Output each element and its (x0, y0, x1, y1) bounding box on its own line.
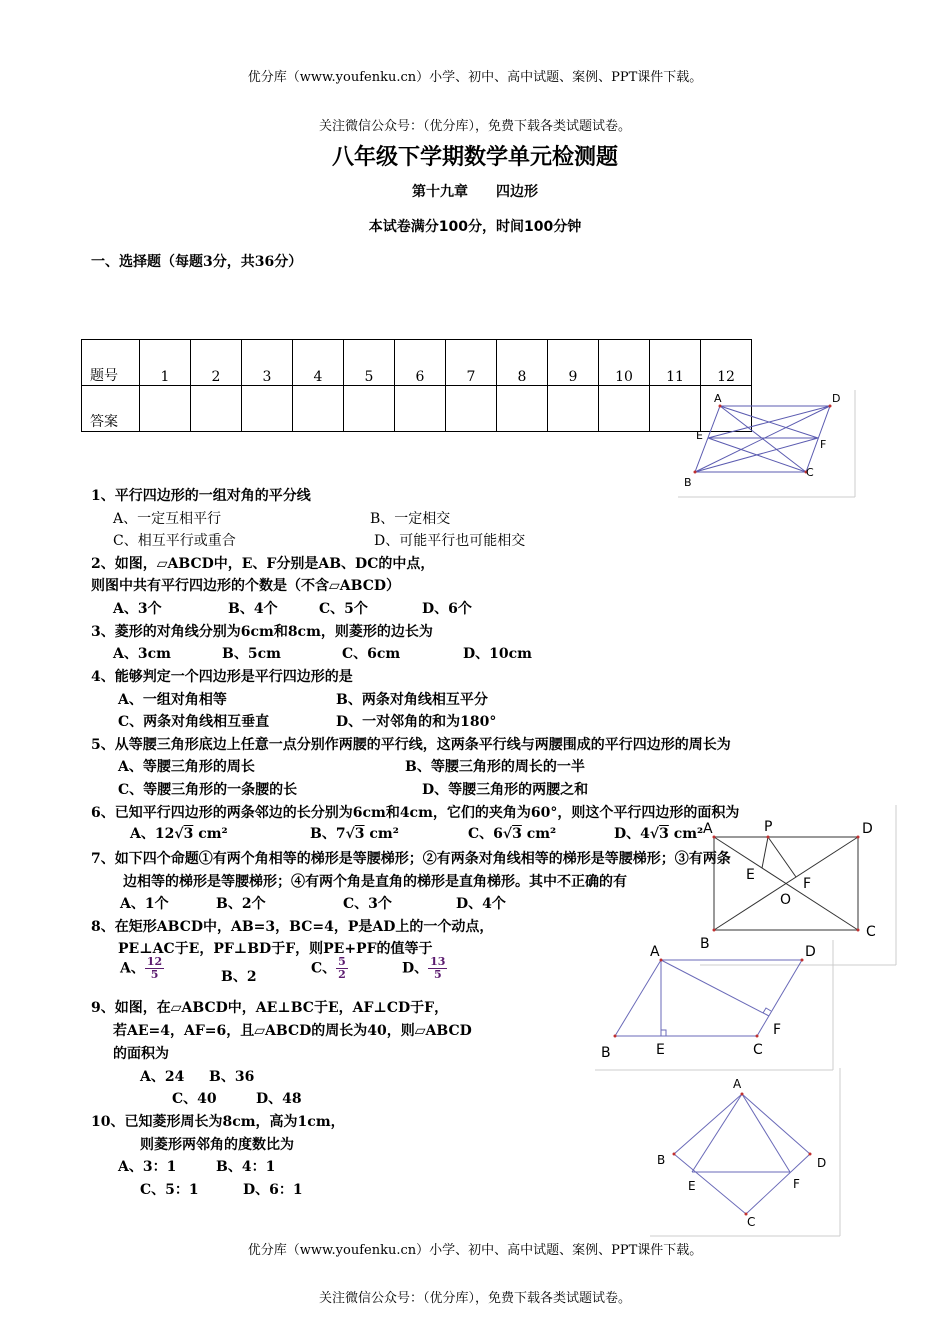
answer-cell[interactable] (599, 386, 650, 432)
q5-option-c: C、等腰三角形的一条腰的长 (118, 782, 298, 798)
q10-option-d: D、6：1 (243, 1182, 303, 1198)
q4-option-c: C、两条对角线相互垂直 (118, 714, 270, 730)
q8-option-a (120, 956, 164, 981)
q6-b-unit: cm² (369, 826, 399, 842)
label-f: F (803, 876, 812, 892)
q4-option-b: B、两条对角线相互平分 (336, 692, 488, 708)
footer-line-1: 优分库（www.youfenku.cn）小学、初中、高中试题、案例、PPT课件下载。 (247, 1243, 703, 1258)
label-b: B (657, 1153, 666, 1167)
q9-option-d: D、48 (256, 1091, 302, 1107)
q9-option-b: B、36 (209, 1069, 255, 1085)
answer-cell[interactable] (191, 386, 242, 432)
q3-option-a: A、3cm (113, 646, 171, 662)
header-line-1: 优分库（www.youfenku.cn）小学、初中、高中试题、案例、PPT课件下载。 (247, 70, 703, 85)
label-e: E (696, 429, 703, 442)
question-8-stem-1: 8、在矩形ABCD中，AB=3，BC=4，P是AD上的一个动点， (91, 919, 494, 935)
q6-b-prefix: B、7 (310, 826, 346, 842)
label-f: F (773, 1022, 782, 1038)
question-9-stem-3: 的面积为 (113, 1046, 169, 1062)
label-o: O (780, 892, 792, 908)
label-b: B (700, 936, 710, 952)
label-a: A (650, 944, 660, 960)
q6-a-prefix: A、12 (130, 826, 175, 842)
answer-cell[interactable] (395, 386, 446, 432)
label-f: F (820, 438, 827, 451)
q8-d-num: 13 (430, 955, 446, 968)
q8-c-num: 5 (338, 955, 346, 968)
question-number: 6 (395, 340, 446, 386)
q9-option-a: A、24 (140, 1069, 185, 1085)
q6-option-d: D、4√3 cm² (614, 826, 704, 842)
exam-info: 本试卷满分100分，时间100分钟 (368, 219, 582, 235)
q6-a-unit: cm² (198, 826, 228, 842)
label-a: A (703, 821, 713, 837)
question-2-stem-2: 则图中共有平行四边形的个数是（不含▱ABCD） (91, 578, 401, 594)
question-5-stem: 5、从等腰三角形底边上任意一点分别作两腰的平行线，这两条平行线与两腰围成的平行四边形的周长为 (91, 737, 731, 753)
label-d: D (832, 392, 841, 405)
question-1-stem: 1、平行四边形的一组对角的平分线 (91, 488, 311, 504)
q8-a-fraction (145, 956, 164, 981)
question-9-stem-2: 若AE=4，AF=6，且▱ABCD的周长为40，则▱ABCD (113, 1023, 472, 1039)
q4-option-d: D、一对邻角的和为180° (336, 714, 497, 730)
table-row (82, 386, 752, 432)
question-number: 7 (446, 340, 497, 386)
q1-option-d: D、可能平行也可能相交 (374, 533, 526, 549)
question-4-stem: 4、能够判定一个四边形是平行四边形的是 (91, 669, 353, 685)
q1-option-a: A、一定互相平行 (113, 511, 222, 527)
q8-c-prefix: C、 (311, 960, 337, 977)
label-c: C (806, 466, 814, 479)
label-c: C (866, 924, 876, 940)
figure-parallelogram-altitudes (595, 940, 835, 1072)
question-number: 9 (548, 340, 599, 386)
label-a: A (733, 1077, 742, 1091)
label-b: B (684, 476, 692, 489)
q7-option-b: B、2个 (216, 896, 266, 912)
section-heading: 一、选择题（每题3分，共36分） (91, 254, 303, 270)
question-2-stem-1: 2、如图，▱ABCD中，E、F分别是AB、DC的中点， (91, 556, 435, 572)
question-number: 12 (701, 340, 752, 386)
q10-option-a: A、3：1 (118, 1159, 177, 1175)
q9-option-c: C、40 (172, 1091, 217, 1107)
footer-line-2: 关注微信公众号：（优分库），免费下载各类试题试卷。 (318, 1291, 631, 1306)
question-7-stem-1: 7、如下四个命题①有两个角相等的梯形是等腰梯形；②有两条对角线相等的梯形是等腰梯形；③有两条 (91, 851, 731, 867)
label-b: B (601, 1045, 611, 1061)
label-a: A (714, 392, 722, 405)
q1-option-b: B、一定相交 (370, 511, 451, 527)
question-9-stem-1: 9、如图，在▱ABCD中，AE⊥BC于E，AF⊥CD于F， (91, 1000, 449, 1016)
table-row (82, 340, 752, 386)
label-e: E (746, 867, 755, 883)
page-title: 八年级下学期数学单元检测题 (331, 145, 618, 170)
question-6-stem: 6、已知平行四边形的两条邻边的长分别为6cm和4cm，它们的夹角为60°，则这个平行四边形的面积为 (91, 805, 740, 821)
question-number: 8 (497, 340, 548, 386)
label-c: C (753, 1042, 763, 1058)
answer-cell[interactable] (293, 386, 344, 432)
q8-option-d (402, 956, 447, 981)
question-number: 5 (344, 340, 395, 386)
q8-option-b: B、2 (221, 969, 257, 985)
label-f: F (793, 1177, 800, 1191)
label-d: D (805, 944, 816, 960)
answer-cell[interactable] (242, 386, 293, 432)
q10-option-c: C、5：1 (140, 1182, 199, 1198)
q5-option-a: A、等腰三角形的周长 (118, 759, 255, 775)
q6-option-a: A、12√3 cm² (130, 826, 228, 842)
answer-cell[interactable] (548, 386, 599, 432)
q8-a-prefix: A、 (120, 960, 145, 977)
q6-d-prefix: D、4 (614, 826, 650, 842)
question-3-stem: 3、菱形的对角线分别为6cm和8cm，则菱形的边长为 (91, 624, 433, 640)
q6-option-c: C、6√3 cm² (468, 826, 557, 842)
q4-option-a: A、一组对角相等 (118, 692, 227, 708)
question-8-stem-2: PE⊥AC于E，PF⊥BD于F，则PE+PF的值等于 (118, 941, 433, 957)
q1-option-c: C、相互平行或重合 (113, 533, 236, 549)
question-number: 10 (599, 340, 650, 386)
label-d: D (817, 1156, 827, 1170)
q6-a-root: 3 (183, 826, 194, 842)
figure-parallelogram-ef (678, 390, 856, 498)
q6-option-b: B、7√3 cm² (310, 826, 399, 842)
q6-d-root: 3 (659, 826, 669, 842)
q2-option-b: B、4个 (228, 601, 278, 617)
row-label-answer: 答案 (82, 386, 140, 432)
q6-d-unit: cm² (673, 826, 704, 842)
row-label-number: 题号 (82, 340, 140, 386)
label-d: D (862, 821, 873, 837)
q3-option-b: B、5cm (222, 646, 281, 662)
question-10-stem-1: 10、已知菱形周长为8cm，高为1cm， (91, 1114, 345, 1130)
q3-option-d: D、10cm (463, 646, 532, 662)
answer-cell[interactable] (497, 386, 548, 432)
answer-cell[interactable] (140, 386, 191, 432)
q7-option-a: A、1个 (120, 896, 169, 912)
q5-option-d: D、等腰三角形的两腰之和 (422, 782, 589, 798)
question-10-stem-2: 则菱形两邻角的度数比为 (140, 1137, 294, 1153)
q6-c-unit: cm² (526, 826, 557, 842)
question-number: 11 (650, 340, 701, 386)
label-e: E (688, 1179, 696, 1193)
label-e: E (656, 1042, 665, 1058)
q2-option-c: C、5个 (319, 601, 368, 617)
q7-option-c: C、3个 (343, 896, 392, 912)
q6-c-root: 3 (512, 826, 522, 842)
q6-b-root: 3 (354, 826, 365, 842)
answer-cell[interactable] (446, 386, 497, 432)
q8-c-fraction (336, 956, 348, 981)
question-number: 2 (191, 340, 242, 386)
q8-option-c (311, 956, 348, 981)
question-number: 3 (242, 340, 293, 386)
q2-option-a: A、3个 (113, 601, 162, 617)
label-c: C (747, 1215, 756, 1229)
question-number: 1 (140, 340, 191, 386)
q8-d-den: 5 (433, 968, 442, 981)
question-number: 4 (293, 340, 344, 386)
question-7-stem-2: 边相等的梯形是等腰梯形；④有两个角是直角的梯形是直角梯形。其中不正确的有 (123, 874, 627, 890)
q7-option-d: D、4个 (456, 896, 506, 912)
q10-option-b: B、4：1 (216, 1159, 276, 1175)
q8-c-den: 2 (338, 968, 346, 981)
q3-option-c: C、6cm (342, 646, 401, 662)
q6-c-prefix: C、6 (468, 826, 503, 842)
q8-d-fraction (428, 956, 447, 981)
answer-cell[interactable] (344, 386, 395, 432)
answer-table (81, 339, 752, 432)
q2-option-d: D、6个 (422, 601, 472, 617)
q5-option-b: B、等腰三角形的周长的一半 (405, 759, 585, 775)
label-p: P (764, 819, 773, 835)
q8-d-prefix: D、 (402, 960, 429, 977)
header-line-2: 关注微信公众号：（优分库），免费下载各类试题试卷。 (318, 119, 631, 134)
q8-a-num: 12 (146, 955, 163, 968)
q8-a-den: 5 (150, 968, 159, 981)
chapter-title: 第十九章 四边形 (412, 184, 538, 200)
figure-quadrilateral-ef (650, 1068, 842, 1238)
